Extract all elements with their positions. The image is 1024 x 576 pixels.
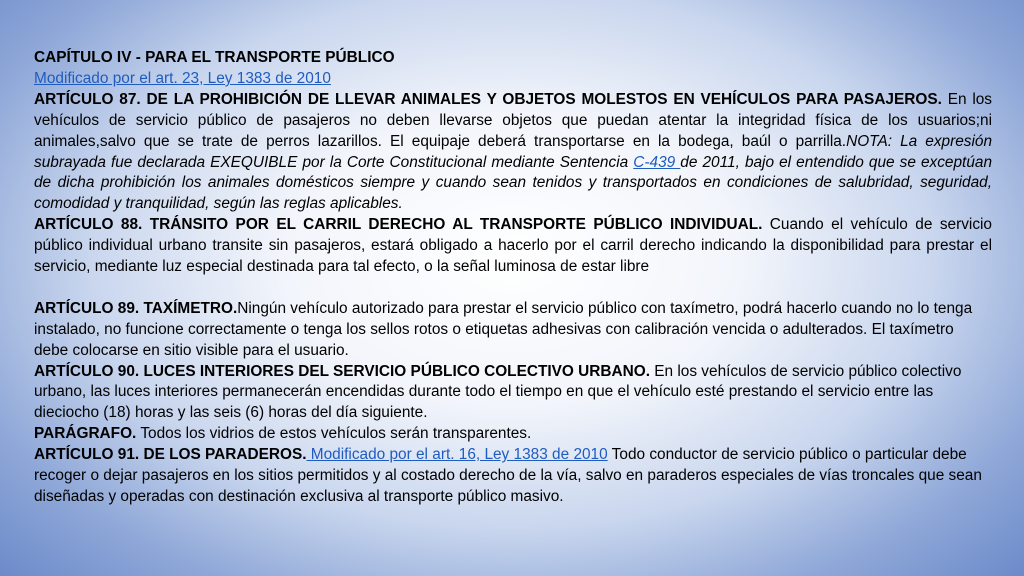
article-87-heading: ARTÍCULO 87. DE LA PROHIBICIÓN DE LLEVAR ANIMALES Y OBJETOS MOLESTOS EN VEHÍCULOS PARA PASAJEROS. [34,90,942,108]
article-91-modified-link[interactable]: Modificado por el art. 16, Ley 1383 de 2010 [306,446,608,464]
sentencia-c439-link[interactable]: C-439 [633,153,681,171]
article-91-heading: ARTÍCULO 91. DE LOS PARADEROS. [34,446,307,464]
article-90-paragraph [34,424,992,445]
document-body [34,48,992,508]
chapter-title: CAPÍTULO IV - PARA EL TRANSPORTE PÚBLICO [34,49,395,66]
article-91 [34,445,992,508]
article-88-body: Cuando el vehículo de servicio público individual urbano transite sin pasajeros, estará obligado a hacerlo por el carril derecho indicando la disponibilidad para prestar el servicio, mediante luz especial destinada para tal efecto, o la señal luminosa de estar libre [34,216,992,276]
article-91-body: Todo conductor de servicio público o particular debe recoger o dejar pasajeros en los sitios permitidos y al costado derecho de la vía, salvo en paraderos especiales de vías troncales que sean diseñadas y operadas con destinación exclusiva al transporte público masivo. [34,446,982,506]
article-89 [34,299,992,362]
article-90 [34,362,992,425]
article-88 [34,215,992,278]
article-90-heading: ARTÍCULO 90. LUCES INTERIORES DEL SERVICIO PÚBLICO COLECTIVO URBANO. [34,362,650,380]
article-88-heading: ARTÍCULO 88. TRÁNSITO POR EL CARRIL DERECHO AL TRANSPORTE PÚBLICO INDIVIDUAL. [34,216,763,234]
article-87-note: NOTA: La expresión subrayada fue declarada EXEQUIBLE por la Corte Constitucional mediante Sentencia [34,132,992,171]
paragraph-body: Todos los vidrios de estos vehículos serán transparentes. [136,425,532,443]
chapter-modified-link[interactable]: Modificado por el art. 23, Ley 1383 de 2010 [34,69,331,87]
article-87 [34,90,992,215]
paragraph-label: PARÁGRAFO. [34,425,137,443]
article-89-heading: ARTÍCULO 89. TAXÍMETRO. [34,299,238,317]
paragraph-gap [34,278,992,299]
article-87-body: En los vehículos de servicio público de pasajeros no deben llevarse objetos que puedan atentar la integridad física de los usuarios;ni animales,salvo que se trate de perros lazarillos. El equipaje deberá transportarse en la bodega, baúl o parrilla. [34,90,992,150]
article-89-body: Ningún vehículo autorizado para prestar el servicio público con taxímetro, podrá hacerlo cuando no lo tenga instalado, no funcione correctamente o tenga los sellos rotos o etiquetas adhesivas con calibración vencida o adulterados. El taxímetro debe colocarse en sitio visible para el usuario. [34,299,973,359]
article-90-body: En los vehículos de servicio público colectivo urbano, las luces interiores permanecerán encendidas durante todo el tiempo en que el vehículo esté prestando el servicio entre las dieciocho (18) horas y las seis (6) horas del día siguiente. [34,362,962,422]
article-87-note-cont: de 2011, bajo el entendido que se exceptúan de dicha prohibición los animales domésticos siempre y cuando sean tenidos y transportados en condiciones de salubridad, seguridad, comodidad y tranquilidad, según las reglas aplicables. [34,153,993,213]
